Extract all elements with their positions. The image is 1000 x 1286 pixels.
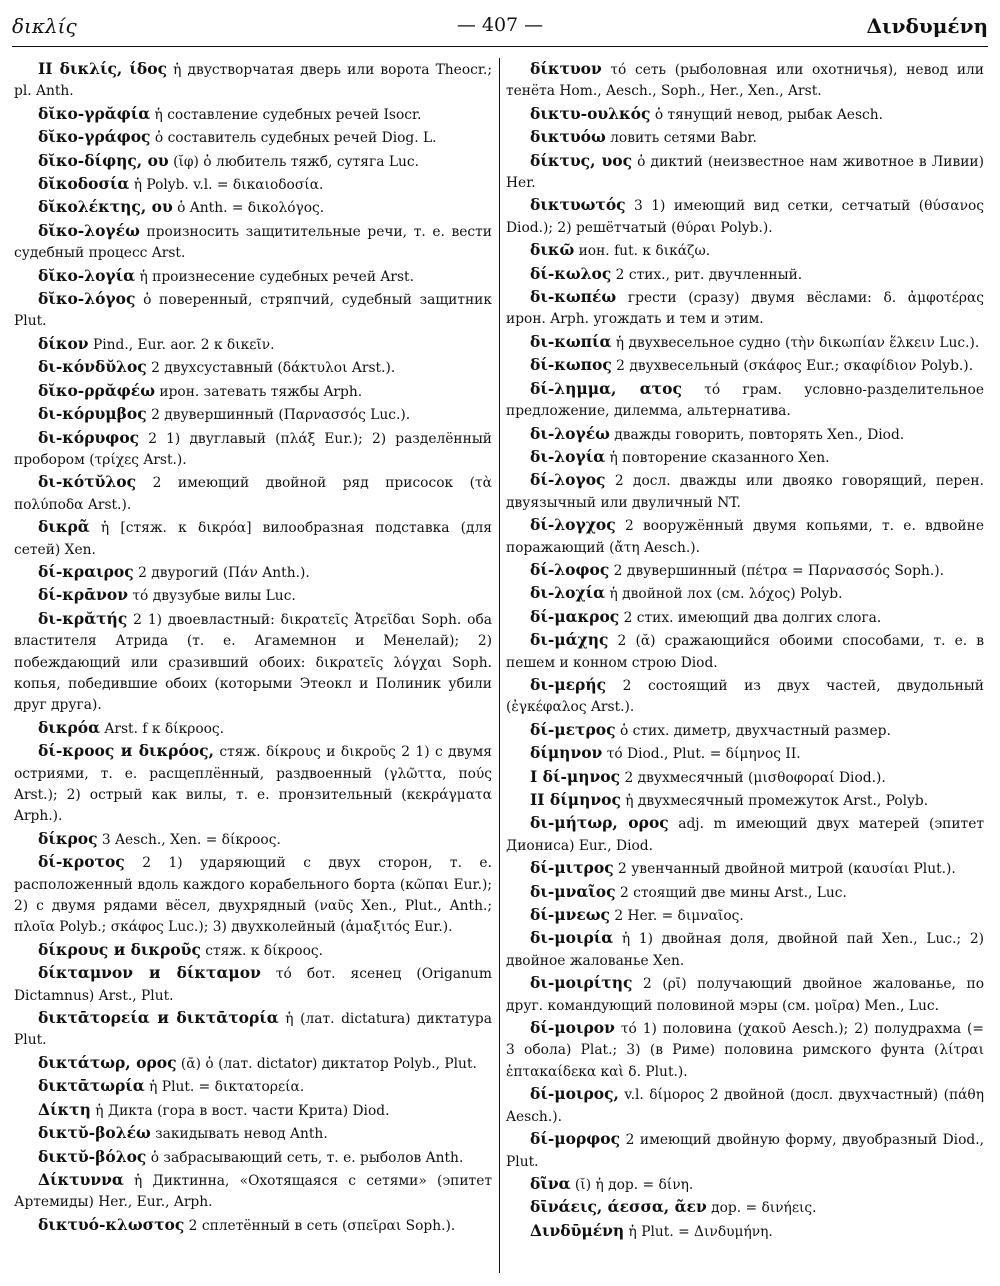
dictionary-entry: [506, 972, 984, 1017]
entry-headword: δίμηνον: [530, 743, 603, 763]
entry-definition: 2 состоящий из двух частей, двудольный (ἐγκέφαλος Arst.).: [506, 677, 984, 716]
entry-definition: произносить защитительные речи, т. е. вести судебный процесс Arst.: [14, 223, 492, 262]
dictionary-entry: [14, 150, 492, 173]
entry-headword: δι-μήτωρ, ορος: [530, 813, 669, 833]
entry-headword: δῐκοδοσία: [38, 174, 130, 194]
dictionary-entry: [506, 606, 984, 629]
dictionary-entry: [14, 1214, 492, 1237]
dictionary-entry: [14, 288, 492, 333]
entry-definition: τό сеть (рыболовная или охотничья), невод или тенёта Hom., Aesch., Soph., Her., Xen., Arst.: [506, 62, 984, 100]
entry-headword: δι-μάχης: [530, 630, 609, 650]
entry-definition: 2 (ρῑ) получающий двойное жалованье, по друг. командующий половиной мэры (см. μοῖρα) Men., Luc.: [506, 976, 984, 1014]
entry-headword: δῐκο-γράφος: [38, 127, 151, 147]
dictionary-entry: [14, 828, 492, 851]
dictionary-entry: [506, 423, 984, 446]
entry-headword: δί-κροος и δικρόος,: [38, 741, 214, 761]
entry-headword: δικτᾱτορεία и δικτᾱτορία: [38, 1008, 279, 1028]
left-column: [14, 58, 492, 1278]
entry-headword: δῐκο-ρρᾰφέω: [38, 380, 155, 400]
entry-headword: δί-λημμα, ατος: [530, 378, 682, 398]
entry-headword: δῖνα: [530, 1173, 571, 1193]
dictionary-entry: [506, 150, 984, 195]
entry-headword: δικρόα: [38, 717, 101, 737]
dictionary-entry: [14, 1122, 492, 1145]
dictionary-entry: [14, 333, 492, 356]
dictionary-entry: [506, 286, 984, 331]
entry-headword: δίκρος: [38, 828, 98, 848]
entry-headword: δί-κροτος: [38, 852, 125, 872]
dictionary-entry: [506, 812, 984, 857]
entry-definition: τό Diod., Plut. = δίμηνος II.: [602, 746, 801, 763]
dictionary-entry: [14, 380, 492, 403]
entry-definition: 2 стих., рит. двучленный.: [611, 266, 803, 283]
dictionary-entry: [14, 1007, 492, 1052]
dictionary-entry: [506, 719, 984, 742]
dictionary-entry: [506, 674, 984, 719]
entry-headword: δι-μερής: [530, 674, 607, 694]
entry-definition: 2 Her. = διμναῖος.: [610, 908, 744, 925]
entry-definition: (ᾱ) ὁ (лат. dictator) диктатор Polyb., Plut.: [176, 1055, 477, 1072]
entry-definition: ὁ стих. диметр, двухчастный размер.: [615, 722, 891, 739]
entry-headword: Δίκτυννα: [38, 1169, 124, 1189]
entry-definition: ирон. затевать тяжбы Arph.: [154, 383, 363, 400]
dictionary-entry: [506, 331, 984, 354]
dictionary-entry: [506, 559, 984, 582]
entry-headword: δίκταμνον и δίκταμον: [38, 963, 261, 983]
dictionary-entry: [506, 103, 984, 126]
entry-definition: ἡ 1) двойная доля, двойной пай Xen., Luc.; 2) двойное жалованье Xen.: [506, 931, 984, 969]
dictionary-entry: [506, 857, 984, 880]
entry-definition: 2 1) двоевластный: δικρατεῖς Ἀτρεῖδαι Soph. оба властителя Атрида (т. е. Агамемнон и Менелай); 2) побеждающий или сразивший обоих: δικρατεῖς λόγχαι Soph. копья, победившие обоих (которыми Этеокл и Полиник убили друг друга).: [14, 611, 492, 714]
entry-definition: стяж. к δίκροος.: [200, 942, 323, 959]
entry-headword: δῐκο-λογία: [38, 265, 136, 285]
entry-headword: δι-κρᾰτής: [38, 608, 128, 628]
entry-definition: ὁ диктий (неизвестное нам животное в Ливии) Her.: [506, 153, 984, 192]
dictionary-entry: [14, 1052, 492, 1075]
entry-headword: δικτῠ-βολέω: [38, 1123, 151, 1143]
dictionary-entry: [14, 939, 492, 962]
entry-definition: ἡ Plut. = Δινδυμήνη.: [624, 1223, 773, 1240]
entry-definition: 2 стоящий две мины Arst., Luc.: [615, 884, 847, 901]
entry-headword: δί-μετρος: [530, 719, 616, 739]
entry-definition: 2 двухмесячный (μισθοφοραί Diod.).: [620, 769, 886, 786]
entry-definition: 2 двувершинный (Παρνασσός Luc.).: [146, 407, 411, 424]
entry-definition: 2 вооружённый двумя копьями, т. е. вдвойне поражающий (ἄτη Aesch.).: [506, 518, 984, 556]
entry-definition: ὁ составитель судебных речей Diog. L.: [150, 130, 437, 147]
entry-headword: δικτῠ-βόλος: [38, 1146, 147, 1166]
entry-definition: ἡ Диктинна, «Охотящаяся с сетями» (эпитет Артемиды) Her., Eur., Arph.: [14, 1172, 492, 1211]
entry-definition: τό 1) половина (χακοῦ Aesch.); 2) полудрахма (= 3 обола) Plat.; 3) (в Риме) половина римского фунта (λίτραι ἑπτακαίδεκα καὶ δ. Plut.).: [506, 1021, 984, 1080]
entry-headword: δι-λογέω: [530, 423, 610, 443]
entry-headword: δίκτυς, υος: [530, 150, 633, 170]
entry-headword: δῐκο-λογέω: [38, 220, 140, 240]
entry-headword: δι-κωπία: [530, 331, 612, 351]
entry-headword: Δίκτη: [38, 1099, 91, 1119]
entry-headword: δί-κωπος: [530, 355, 612, 375]
entry-definition: ἡ повторение сказанного Xen.: [605, 449, 830, 466]
entry-headword: δικτᾱτωρία: [38, 1076, 145, 1096]
entry-headword: δι-λοχία: [530, 583, 606, 603]
entry-definition: ἡ составление судебных речей Isocr.: [150, 106, 422, 123]
entry-headword: II δίμηνος: [530, 790, 621, 809]
dictionary-entry: [14, 1146, 492, 1169]
dictionary-entry: [14, 740, 492, 828]
dictionary-entry: [506, 789, 984, 812]
entry-definition: τό грам. условно-разделительное предложение, дилемма, альтернатива.: [506, 381, 984, 420]
entry-definition: 2 увенчанный двойной митрой (καυσίαι Plut.).: [613, 861, 956, 878]
dictionary-entry: [506, 1083, 984, 1128]
dictionary-entry: [14, 173, 492, 196]
page-header: [12, 14, 988, 46]
dictionary-entry: [506, 194, 984, 239]
entry-definition: ἡ произнесение судебных речей Arst.: [135, 268, 414, 285]
dictionary-entry: [14, 265, 492, 288]
entry-definition: дважды говорить, повторять Xen., Diod.: [609, 426, 905, 443]
dictionary-entry: [506, 1220, 984, 1243]
dictionary-entry: [506, 904, 984, 927]
entry-headword: δί-κρᾱνον: [38, 585, 128, 605]
dictionary-entry: [506, 239, 984, 262]
entry-headword: δί-μακρος: [530, 606, 620, 626]
dictionary-entry: [14, 516, 492, 561]
entry-headword: δίκρους и δικροῦς: [38, 939, 201, 959]
entry-headword: δί-κωλος: [530, 263, 612, 283]
entry-definition: Arst. f к δίκροος.: [100, 720, 225, 737]
entry-definition: ἡ двойной лох (см. λόχος) Polyb.: [605, 586, 843, 603]
entry-headword: δί-κραιρος: [38, 561, 134, 581]
entry-headword: δικτυόω: [530, 127, 606, 147]
entry-headword: δι-κότῠλος: [38, 472, 137, 492]
entry-definition: 2 досл. дважды или двояко говорящий, перен. двуязычный или двуличный NT.: [506, 473, 984, 511]
dictionary-entry: [506, 629, 984, 674]
entry-headword: δῐκο-γρᾰφία: [38, 103, 151, 123]
entry-headword: Δινδῡμένη: [530, 1220, 625, 1240]
entry-definition: ὁ тянущий невод, рыбак Aesch.: [650, 106, 884, 123]
dictionary-entry: [14, 471, 492, 516]
entry-headword: δικτυωτός: [530, 195, 626, 215]
entry-headword: δί-μορφος: [530, 1129, 621, 1149]
entry-definition: ловить сетями Babr.: [605, 130, 757, 147]
dictionary-entry: [506, 582, 984, 605]
entry-headword: δί-μοιρος,: [530, 1084, 619, 1104]
entry-headword: δί-λογχος: [530, 515, 616, 535]
entry-headword: δι-κόνδῠλος: [38, 357, 147, 377]
dictionary-entry: [14, 220, 492, 265]
entry-headword: δί-μοιρον: [530, 1018, 615, 1038]
dictionary-entry: [14, 1099, 492, 1122]
entry-definition: ἡ Plut. = δικτατορεία.: [144, 1079, 305, 1096]
entry-headword: δι-κωπέω: [530, 287, 617, 307]
dictionary-entry: [14, 561, 492, 584]
entry-definition: 2 1) двуглавый (πλάξ Eur.); 2) разделённый пробором (τρίχες Arst.).: [14, 430, 492, 468]
dictionary-entry: [14, 851, 492, 939]
entry-headword: δῐκο-λόγος: [38, 289, 136, 309]
entry-definition: τό бот. ясенец (Origanum Dictamnus) Arst., Plut.: [14, 966, 492, 1004]
column-divider: [499, 58, 500, 1273]
entry-definition: 3 Aesch., Xen. = δίκροος.: [97, 831, 281, 848]
entry-headword: δι-κόρυφος: [38, 427, 140, 447]
entry-definition: 2 двувершинный (πέτρα = Παρνασσός Soph.).: [609, 562, 944, 579]
dictionary-entry: [506, 1017, 984, 1083]
entry-definition: 2 1) ударяющий с двух сторон, т. е. расположенный вдоль каждого корабельного борта (κῶπαι Eur.); 2) с двумя рядами вёсел, двухрядный (ναῦς Xen., Plut., Anth.; πλοῖα Polyb.; σκάφος Luc.); 3) двухколейный (ἁμαξιτός Eur.).: [14, 855, 492, 936]
entry-definition: закидывать невод Anth.: [150, 1126, 328, 1143]
entry-headword: δι-μοιρίτης: [530, 973, 633, 993]
running-head-right: Δινδυμένη: [866, 14, 988, 38]
entry-definition: 2 сплетённый в сеть (σπεῖραι Soph.).: [184, 1217, 456, 1234]
entry-definition: ἡ [стяж. к δικρόα] вилообразная подставка (для сетей) Xen.: [14, 520, 492, 558]
dictionary-entry: [506, 927, 984, 972]
entry-definition: v.l. δίμορος 2 двойной (досл. двухчастный) (πάθη Aesch.).: [506, 1087, 984, 1125]
entry-definition: ἡ (лат. dictatura) диктатура Plut.: [14, 1011, 492, 1049]
dictionary-entry: [14, 356, 492, 379]
dictionary-entry: [506, 58, 984, 103]
entry-headword: δικρᾶ: [38, 517, 90, 537]
entry-definition: ὁ забрасывающий сеть, т. е. рыболов Anth.: [146, 1149, 464, 1166]
entry-definition: 2 имеющий двойную форму, двуобразный Diod., Plut.: [506, 1132, 984, 1170]
entry-headword: δῐκο-δίφης, ου: [38, 150, 169, 170]
entry-headword: δῑνάεις, άεσσα, ᾶεν: [530, 1197, 707, 1217]
dictionary-entry: [14, 196, 492, 219]
entry-definition: ион. fut. к δικάζω.: [574, 243, 711, 260]
entry-definition: Pind., Eur. aor. 2 к δικεῖν.: [88, 336, 275, 353]
dictionary-entry: [14, 103, 492, 126]
entry-headword: II δικλίς, ίδος: [38, 59, 168, 78]
dictionary-entry: [506, 263, 984, 286]
entry-definition: adj. m имеющий двух матерей (эпитет Диониса) Eur., Diod.: [506, 816, 984, 854]
entry-headword: δι-κόρυμβος: [38, 404, 147, 424]
dictionary-entry: [506, 1196, 984, 1219]
dictionary-entry: [506, 742, 984, 765]
dictionary-entry: [14, 1169, 492, 1214]
entry-definition: 2 имеющий двойной ряд присосок (τὰ πολύποδα Arst.).: [14, 475, 492, 513]
dictionary-entry: [14, 1075, 492, 1098]
entry-definition: ὁ Anth. = δικολόγος.: [172, 200, 325, 217]
entry-headword: δικτάτωρ, ορος: [38, 1052, 177, 1072]
entry-definition: (ῐ) ἡ дор. = δίνη.: [570, 1176, 694, 1193]
dictionary-entry: [506, 1173, 984, 1196]
dictionary-entry: [14, 608, 492, 717]
running-head-left: δικλίς: [12, 14, 77, 38]
dictionary-entry: [506, 469, 984, 514]
entry-definition: τό двузубые вилы Luc.: [127, 588, 296, 605]
entry-definition: ἡ Дикта (гора в вост. части Крита) Diod.: [90, 1102, 390, 1119]
entry-headword: δικτυό-κλωστος: [38, 1214, 185, 1234]
dictionary-entry: [14, 427, 492, 472]
dictionary-entry: [14, 717, 492, 740]
right-column: [506, 58, 984, 1278]
entry-definition: 3 1) имеющий вид сетки, сетчатый (θύσανος Diod.); 2) решётчатый (θύραι Polyb.).: [506, 198, 984, 236]
page-number: — 407 —: [456, 14, 544, 36]
dictionary-entry: [506, 354, 984, 377]
entry-definition: ἡ Polyb. v.l. = δικαιοδοσία.: [129, 177, 324, 194]
entry-definition: 2 двухсуставный (δάκτυλοι Arst.).: [146, 360, 396, 377]
entry-headword: δι-μοιρία: [530, 928, 614, 948]
dictionary-entry: [14, 403, 492, 426]
dictionary-entry: [14, 584, 492, 607]
entry-definition: ἡ двухвесельное судно (τὴν δικωπίαν ἕλκειν Luc.).: [611, 334, 980, 351]
entry-definition: стяж. δίκρους и δικροῦς 2 1) с двумя остриями, т. е. расщеплённый, раздвоенный (γλῶττα, πούς Arst.); 2) острый как вилы, т. е. пронзительный (κεκράγματα Arph.).: [14, 744, 492, 825]
entry-headword: δίκον: [38, 333, 89, 353]
dictionary-entry: [14, 126, 492, 149]
entry-headword: δικῶ: [530, 240, 575, 260]
dictionary-entry: [506, 1128, 984, 1173]
dictionary-entry: [506, 126, 984, 149]
dictionary-entry: [14, 962, 492, 1007]
entry-headword: δι-μναῖος: [530, 881, 616, 901]
entry-definition: 2 двухвесельный (σκάφος Eur.; σκαφίδιον Polyb.).: [611, 358, 974, 375]
entry-definition: ἡ двухмесячный промежуток Arst., Polyb.: [620, 793, 929, 809]
entry-definition: 2 стих. имеющий два долгих слога.: [619, 609, 882, 626]
dictionary-entry: [506, 514, 984, 559]
entry-definition: 2 двурогий (Πάν Anth.).: [133, 564, 310, 581]
entry-definition: грести (сразу) двумя вёслами: δ. ἀμφοτέρας ирон. Arph. угождать и тем и этим.: [506, 290, 984, 328]
entry-definition: ὁ поверенный, стряпчий, судебный защитник Plut.: [14, 292, 492, 330]
entry-headword: δί-λογος: [530, 470, 606, 490]
entry-headword: δῐκολέκτης, ου: [38, 197, 173, 217]
dictionary-entry: [506, 378, 984, 423]
entry-definition: ἡ двустворчатая дверь или ворота Theocr.; pl. Anth.: [14, 62, 492, 100]
dictionary-entry: [506, 446, 984, 469]
entry-definition: 2 (ᾰ) сражающийся обоими способами, т. е. в пешем и конном строю Diod.: [506, 633, 984, 671]
entry-headword: δι-λογία: [530, 446, 606, 466]
entry-headword: I δί-μηνος: [530, 766, 621, 786]
entry-headword: δί-λοφος: [530, 559, 610, 579]
entry-headword: δί-μνεως: [530, 905, 610, 925]
dictionary-entry: [506, 766, 984, 789]
header-rule: [12, 46, 988, 47]
entry-headword: δίκτυον: [530, 59, 602, 78]
entry-headword: δί-μιτρος: [530, 858, 614, 878]
dictionary-entry: [14, 58, 492, 103]
entry-definition: (ῐφ) ὁ любитель тяжб, сутяга Luc.: [168, 153, 420, 170]
dictionary-entry: [506, 881, 984, 904]
entry-definition: дор. = δινήεις.: [706, 1200, 817, 1217]
entry-headword: δικτυ-ουλκός: [530, 103, 651, 123]
